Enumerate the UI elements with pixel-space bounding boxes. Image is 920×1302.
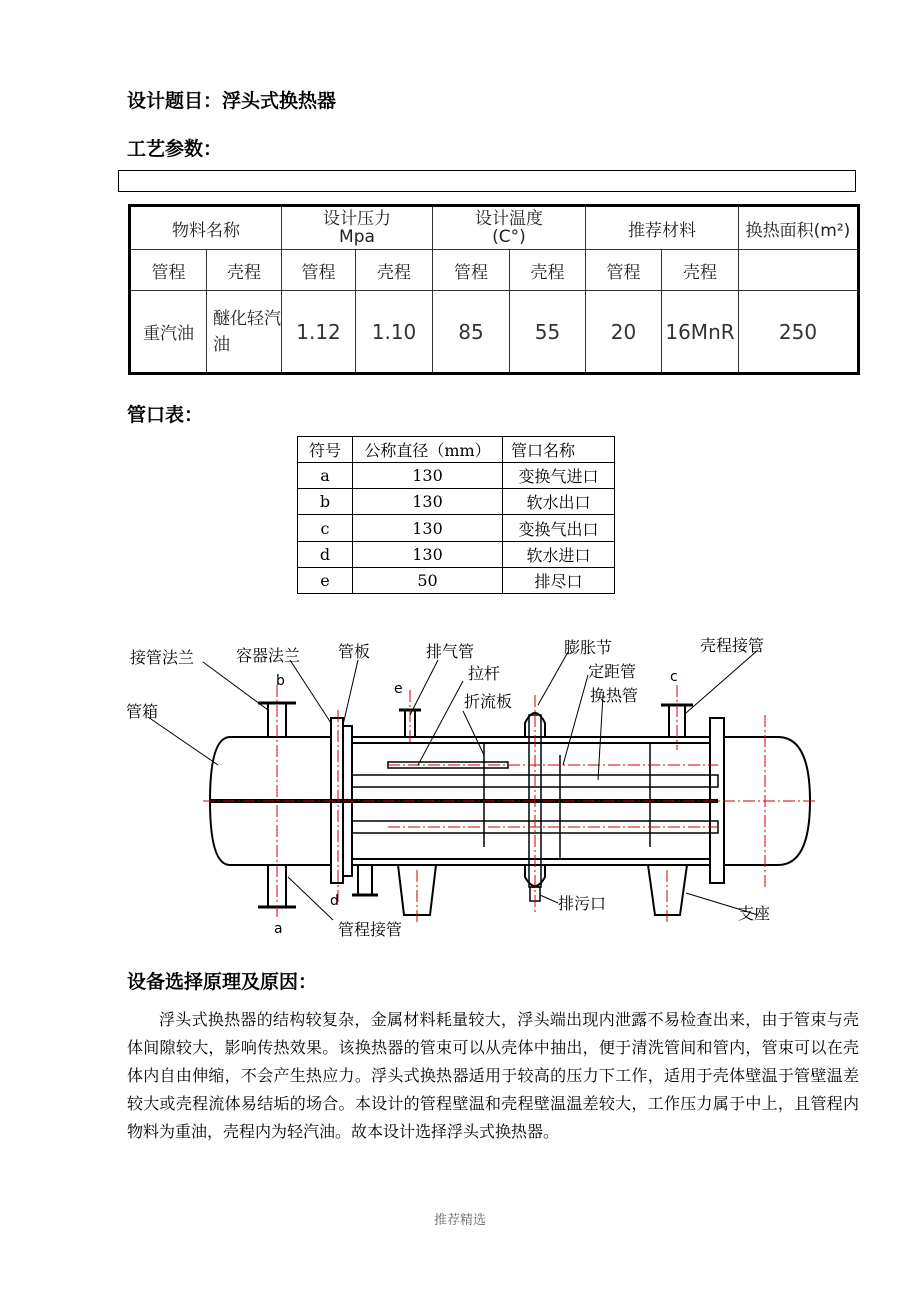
nozzle-symbol: e xyxy=(298,567,353,593)
nozzle-name: 变换气进口 xyxy=(503,463,615,489)
nozzle-diameter: 50 xyxy=(353,567,503,593)
material-name-header: 物料名称 xyxy=(130,206,282,250)
table-row xyxy=(298,489,615,515)
nozzle-symbol: b xyxy=(298,489,353,515)
nozzle-header-diameter: 公称直径（mm） xyxy=(353,437,503,463)
design-pressure-header xyxy=(282,206,433,250)
shell-side-header: 壳程 xyxy=(662,250,739,291)
design-pressure-label: 设计压力 xyxy=(323,209,391,229)
label-tube-sheet: 管板 xyxy=(338,642,371,661)
nozzle-name: 软水出口 xyxy=(503,489,615,515)
temp-unit: (C°) xyxy=(492,227,526,247)
label-shell-nozzle: 壳程接管 xyxy=(700,636,765,655)
table-row xyxy=(298,515,615,541)
shell-fluid-cell xyxy=(207,291,282,374)
selection-heading: 设备选择原理及原因： xyxy=(127,971,318,993)
table-row xyxy=(298,463,615,489)
area-cell: 250 xyxy=(739,291,859,374)
heat-area-header: 换热面积(m²) xyxy=(739,206,859,250)
label-channel: 管箱 xyxy=(126,702,159,721)
nozzle-symbol: a xyxy=(298,463,353,489)
shell-fluid-line-1: 醚化轻汽 xyxy=(213,308,281,329)
blank-box xyxy=(118,170,856,192)
nozzle-table-heading: 管口表： xyxy=(127,404,204,426)
nozzle-d xyxy=(358,865,372,895)
nozzle-table xyxy=(297,436,615,594)
shell-fluid-line-2: 油 xyxy=(213,334,230,355)
nozzle-header-symbol: 符号 xyxy=(298,437,353,463)
nozzle-name: 软水进口 xyxy=(503,541,615,567)
label-tube-nozzle: 管程接管 xyxy=(338,920,403,939)
process-params-heading: 工艺参数： xyxy=(127,138,223,160)
shell-side-header: 壳程 xyxy=(510,250,586,291)
nozzle-diameter: 130 xyxy=(353,463,503,489)
nozzle-diameter: 130 xyxy=(353,541,503,567)
pressure-shell-cell: 1.10 xyxy=(356,291,433,374)
label-drain: 排污口 xyxy=(558,894,607,913)
shell-side-header: 壳程 xyxy=(207,250,282,291)
tube-fluid-cell: 重汽油 xyxy=(130,291,207,374)
temp-shell-cell: 55 xyxy=(510,291,586,374)
label-vessel-flange: 容器法兰 xyxy=(236,646,301,665)
heat-exchanger-diagram xyxy=(118,615,818,950)
label-support: 支座 xyxy=(738,904,771,923)
label-baffle: 折流板 xyxy=(464,692,513,711)
letter-c: c xyxy=(670,669,678,685)
label-vent-pipe: 排气管 xyxy=(426,642,475,661)
tube-side-header: 管程 xyxy=(433,250,510,291)
page-footer: 推荐精选 xyxy=(433,1213,486,1228)
pressure-unit: Mpa xyxy=(339,227,375,247)
nozzle-header-row xyxy=(298,437,615,463)
nozzle-diameter: 130 xyxy=(353,489,503,515)
letter-a: a xyxy=(274,921,283,937)
heat-area-empty-cell xyxy=(739,250,859,291)
label-spacer-tube: 定距管 xyxy=(588,662,637,681)
nozzle-header-name: 管口名称 xyxy=(503,437,615,463)
selection-paragraph: 浮头式换热器的结构较复杂，金属材料耗量较大，浮头端出现内泄露不易检查出来，由于管束与壳体间隙较大，影响传热效果。该换热器的管束可以从壳体中抽出，便于清洗管间和管内，管束可以在壳体内自由伸缩，不会产生热应力。浮头式换热器适用于较高的压力下工作，适用于壳体壁温于管壁温差较大或壳程流体易结垢的场合。本设计的管程壁温和壳程壁温温差较大，工作压力属于中上，且管程内物料为重油，壳程内为轻汽油。故本设计选择浮头式换热器。 xyxy=(127,1010,859,1141)
design-title: 设计题目：浮头式换热器 xyxy=(127,90,337,112)
material-tube-cell: 20 xyxy=(586,291,662,374)
shell-side-header: 壳程 xyxy=(356,250,433,291)
label-tie-rod: 拉杆 xyxy=(468,664,501,683)
pressure-tube-cell: 1.12 xyxy=(282,291,356,374)
process-params-table xyxy=(128,204,860,375)
temp-tube-cell: 85 xyxy=(433,291,510,374)
label-pipe-flange: 接管法兰 xyxy=(130,648,195,667)
tube-side-header: 管程 xyxy=(130,250,207,291)
nozzle-symbol: c xyxy=(298,515,353,541)
nozzle-name: 变换气出口 xyxy=(503,515,615,541)
recommended-material-header: 推荐材料 xyxy=(586,206,739,250)
nozzle-diameter: 130 xyxy=(353,515,503,541)
table-row xyxy=(298,541,615,567)
design-temp-header xyxy=(433,206,586,250)
material-shell-cell: 16MnR xyxy=(662,291,739,374)
nozzle-symbol: d xyxy=(298,541,353,567)
letter-d: d xyxy=(330,893,339,909)
table-row xyxy=(298,567,615,593)
design-temp-label: 设计温度 xyxy=(475,209,543,229)
label-heat-tube: 换热管 xyxy=(590,686,639,705)
tube-side-header: 管程 xyxy=(282,250,356,291)
nozzle-name: 排尽口 xyxy=(503,567,615,593)
label-expansion-joint: 膨胀节 xyxy=(564,638,613,657)
letter-e: e xyxy=(394,681,403,697)
letter-b: b xyxy=(276,673,285,689)
tube-side-header: 管程 xyxy=(586,250,662,291)
